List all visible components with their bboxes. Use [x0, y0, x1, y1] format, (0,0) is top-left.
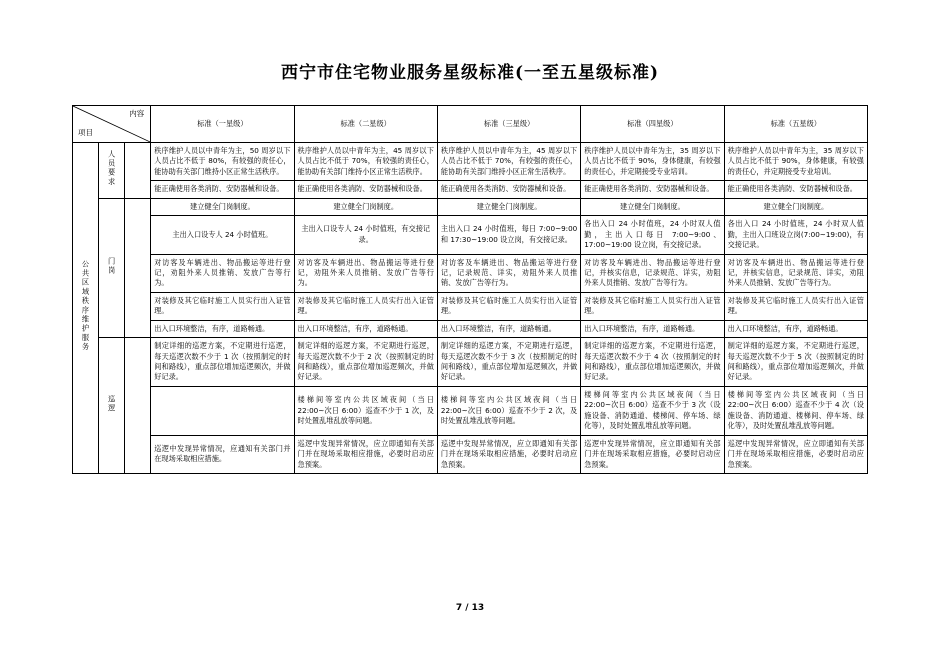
table-cell: 制定详细的巡逻方案，不定期进行巡逻，每天巡逻次数不少于 4 次（按照制定的时间和路线），重点部位增加巡逻频次，并做好记录。	[581, 338, 724, 387]
table-cell: 秩序维护人员以中青年为主，35 周岁以下人员占比不低于 90%，身体健康，有较强的责任心，并定期接受专业培训。	[724, 143, 867, 181]
table-cell: 对访客及车辆进出、物品搬运等进行登记，记录规范、详实，劝阻外来人员推销、发放广告等行为。	[437, 254, 580, 292]
table-cell: 巡逻中发现异常情况，应立即通知有关部门并在现场采取相应措施，必要时启动应急预案。	[724, 435, 867, 473]
group-spacer-cell	[125, 143, 151, 199]
group-label-text: 门岗	[107, 257, 117, 276]
table-cell: 能正确使用各类消防、安防器械和设备。	[437, 181, 580, 198]
group-spacer-cell	[125, 338, 151, 474]
column-header: 标准（三星级）	[437, 106, 580, 143]
page-number: 7 / 13	[455, 603, 485, 613]
group-label-cell	[99, 198, 125, 337]
table-cell: 制定详细的巡逻方案，不定期进行巡逻，每天巡逻次数不少于 2 次（按照制定的时间和路线），重点部位增加巡逻频次，并做好记录。	[294, 338, 437, 387]
table-cell: 建立健全门岗制度。	[151, 198, 294, 215]
table-row	[73, 435, 868, 473]
table-cell: 主出入口 24 小时值班，每日 7:00~9:00 和 17:30~19:00 设立岗，有交接记录。	[437, 216, 580, 254]
table-cell: 制定详细的巡逻方案，不定期进行巡逻，每天巡逻次数不少于 3 次（按照制定的时间和路线），重点部位增加巡逻频次，并做好记录。	[437, 338, 580, 387]
table-cell: 楼梯间等室内公共区域夜间（当日 22:00~次日 6:00）巡查不少于 2 次，及时处置乱堆乱放等问题。	[437, 386, 580, 435]
table-cell: 能正确使用各类消防、安防器械和设备。	[724, 181, 867, 198]
table-cell	[151, 386, 294, 435]
table-cell: 对装修及其它临时施工人员实行出入证管理。	[294, 292, 437, 320]
table-cell: 能正确使用各类消防、安防器械和设备。	[151, 181, 294, 198]
table-row	[73, 338, 868, 387]
table-cell: 巡逻中发现异常情况，应立即通知有关部门并在现场采取相应措施，必要时启动应急预案。	[294, 435, 437, 473]
section-label-cell	[73, 143, 99, 474]
table-row	[73, 320, 868, 337]
table-cell: 对装修及其它临时施工人员实行出入证管理。	[151, 292, 294, 320]
corner-col-label: 内容	[129, 109, 145, 118]
table-cell: 秩序维护人员以中青年为主，45 周岁以下人员占比不低于 70%，有较强的责任心，能协助有关部门维持小区正常生活秩序。	[437, 143, 580, 181]
table-cell: 楼梯间等室内公共区域夜间（当日 22:00~次日 6:00）巡查不少于 1 次，及时处置乱堆乱放等问题。	[294, 386, 437, 435]
section-label-text: 公共区域秩序维护服务	[81, 260, 91, 353]
table-cell: 秩序维护人员以中青年为主，45 周岁以下人员占比不低于 70%，有较强的责任心，能协助有关部门维持小区正常生活秩序。	[294, 143, 437, 181]
table-cell: 对装修及其它临时施工人员实行出入证管理。	[437, 292, 580, 320]
table-cell: 秩序维护人员以中青年为主，50 周岁以下人员占比不低于 80%，有较强的责任心，能协助有关部门维持小区正常生活秩序。	[151, 143, 294, 181]
column-header: 标准（二星级）	[294, 106, 437, 143]
group-label-cell	[99, 143, 125, 199]
group-spacer-cell	[125, 198, 151, 337]
table-cell: 楼梯间等室内公共区域夜间（当日 22:00~次日 6:00）巡查不少于 4 次（设施设备、消防通道、楼梯间、停车场、绿化等），及时处置乱堆乱放等问题。	[724, 386, 867, 435]
standards-table-wrap	[72, 105, 868, 474]
table-row	[73, 216, 868, 254]
table-cell: 建立健全门岗制度。	[724, 198, 867, 215]
table-row	[73, 198, 868, 215]
table-cell: 巡逻中发现异常情况，应立即通知有关部门并在现场采取相应措施，必要时启动应急预案。	[437, 435, 580, 473]
table-cell: 巡逻中发现异常情况，应通知有关部门并在现场采取相应措施。	[151, 435, 294, 473]
table-cell: 制定详细的巡逻方案，不定期进行巡逻，每天巡逻次数不少于 5 次（按照制定的时间和路线），重点部位增加巡逻频次，并做好记录。	[724, 338, 867, 387]
table-row	[73, 143, 868, 181]
table-cell: 对访客及车辆进出、物品搬运等进行登记，并核实信息，记录规范、详实，劝阻外来人员推销、发放广告等行为。	[581, 254, 724, 292]
table-cell: 能正确使用各类消防、安防器械和设备。	[581, 181, 724, 198]
table-cell: 秩序维护人员以中青年为主，35 周岁以下人员占比不低于 90%，身体健康，有较强的责任心，并定期接受专业培训。	[581, 143, 724, 181]
table-cell: 制定详细的巡逻方案，不定期进行巡逻，每天巡逻次数不少于 1 次（按照制定的时间和路线），重点部位增加巡逻频次，并做好记录。	[151, 338, 294, 387]
table-cell: 对装修及其它临时施工人员实行出入证管理。	[581, 292, 724, 320]
standards-table	[72, 105, 868, 474]
table-cell: 对访客及车辆进出、物品搬运等进行登记，劝阻外来人员推销、发放广告等行为。	[294, 254, 437, 292]
table-cell: 楼梯间等室内公共区域夜间（当日 22:00~次日 6:00）巡查不少于 3 次（设施设备、消防通道、楼梯间、停车场、绿化等），及时处置乱堆乱放等问题。	[581, 386, 724, 435]
table-cell: 主出入口设专人 24 小时值班，有交接记录。	[294, 216, 437, 254]
table-cell: 能正确使用各类消防、安防器械和设备。	[294, 181, 437, 198]
table-cell: 建立健全门岗制度。	[294, 198, 437, 215]
table-cell: 对访客及车辆进出、物品搬运等进行登记，劝阻外来人员推销、发放广告等行为。	[151, 254, 294, 292]
table-cell: 出入口环境整洁，有序，道路畅通。	[724, 320, 867, 337]
table-row	[73, 386, 868, 435]
corner-row-label: 项目	[78, 128, 93, 138]
column-header: 标准（一星级）	[151, 106, 294, 143]
group-label-text: 巡逻	[107, 394, 117, 414]
table-cell: 出入口环境整洁，有序，道路畅通。	[294, 320, 437, 337]
table-cell: 主出入口设专人 24 小时值班。	[151, 216, 294, 254]
table-cell: 出入口环境整洁，有序，道路畅通。	[581, 320, 724, 337]
table-cell: 建立健全门岗制度。	[581, 198, 724, 215]
page-title: 西宁市住宅物业服务星级标准(一至五星级标准)	[280, 63, 660, 83]
table-cell: 对装修及其它临时施工人员实行出入证管理。	[724, 292, 867, 320]
table-header-row	[73, 106, 868, 143]
table-cell: 建立健全门岗制度。	[437, 198, 580, 215]
column-header: 标准（五星级）	[724, 106, 867, 143]
table-cell: 出入口环境整洁，有序，道路畅通。	[437, 320, 580, 337]
table-cell: 各出入口 24 小时值班，24 小时双人值勤，主出入口班设立岗(7:00~19:00)，有交接记录。	[724, 216, 867, 254]
group-label-cell	[99, 338, 125, 474]
table-cell: 各出入口 24 小时值班，24 小时双人值勤，主出入口每日 7:00~9:00、17:00~19:00 设立岗，有交接记录。	[581, 216, 724, 254]
table-row	[73, 292, 868, 320]
table-cell: 出入口环境整洁，有序，道路畅通。	[151, 320, 294, 337]
table-row	[73, 181, 868, 198]
table-cell: 巡逻中发现异常情况，应立即通知有关部门并在现场采取相应措施，必要时启动应急预案。	[581, 435, 724, 473]
table-cell: 对访客及车辆进出、物品搬运等进行登记，并核实信息，记录规范、详实，劝阻外来人员推销、发放广告等行为。	[724, 254, 867, 292]
corner-cell	[73, 106, 151, 143]
column-header: 标准（四星级）	[581, 106, 724, 143]
group-label-text: 人员要求	[107, 150, 117, 188]
table-row	[73, 254, 868, 292]
